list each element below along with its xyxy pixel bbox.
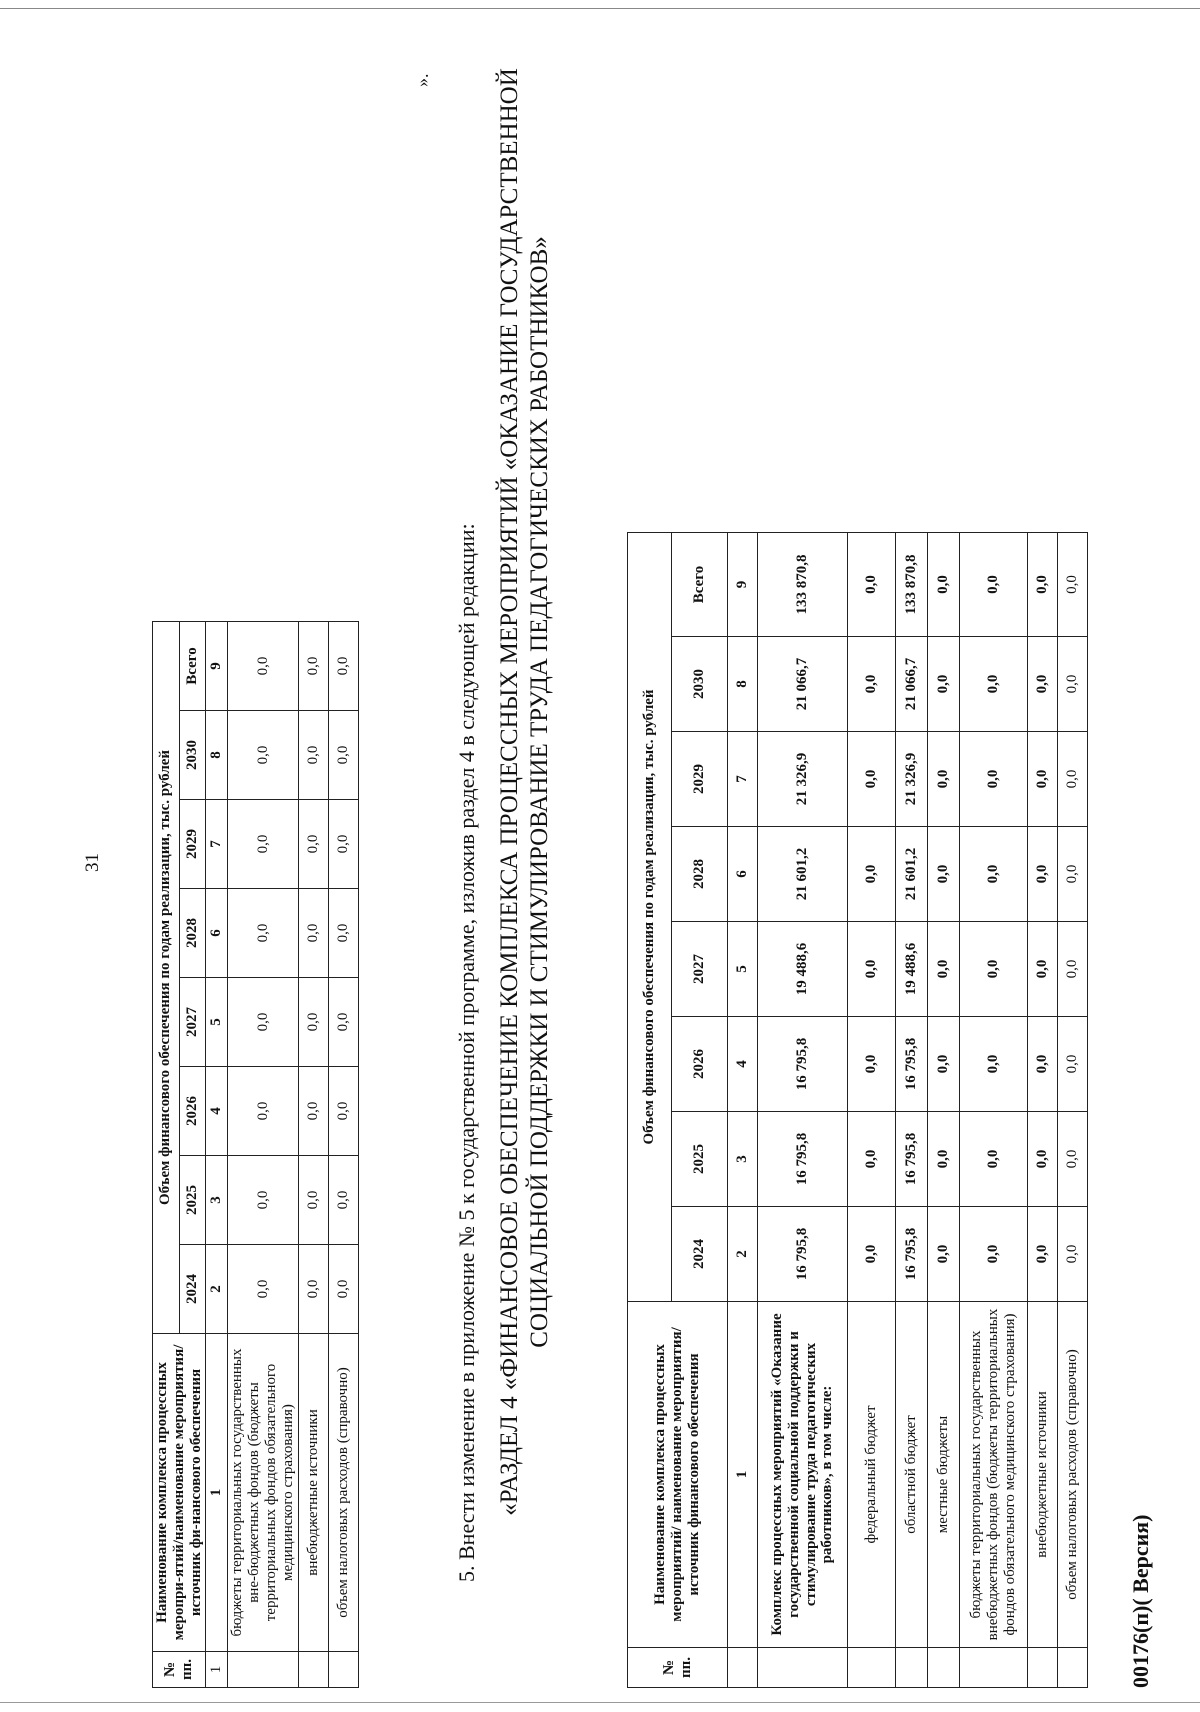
header-year: 2024: [179, 1245, 206, 1334]
value-cell: 0,0: [298, 978, 328, 1067]
value-cell: 0,0: [960, 1207, 1028, 1302]
value-cell: 0,0: [328, 711, 358, 800]
col-number: 9: [728, 533, 758, 637]
row-num: [1058, 1648, 1088, 1688]
value-cell: 0,0: [960, 1112, 1028, 1207]
value-cell: 16 795,8: [758, 1017, 848, 1112]
header-year: 2026: [672, 1017, 728, 1112]
section-title: «РАЗДЕЛ 4 «ФИНАНСОВОЕ ОБЕСПЕЧЕНИЕ КОМПЛЕКСА ПРОЦЕССНЫХ МЕРОПРИЯТИЙ «ОКАЗАНИЕ ГОСУДАРСТВЕННОЙ СОЦИАЛЬНОЙ ПОДДЕРЖКИ И СТИМУЛИРОВАНИЕ ТРУДА ПЕДАГОГИЧЕСКИХ РАБОТНИКОВ»: [496, 68, 553, 1516]
row-num: [298, 1652, 328, 1688]
value-cell: 16 795,8: [896, 1112, 928, 1207]
table-row: [1058, 533, 1088, 1688]
header-year: 2030: [179, 711, 206, 800]
value-cell: 0,0: [1028, 1207, 1058, 1302]
col-number: 5: [206, 978, 228, 1067]
row-name: внебюджетные источники: [298, 1334, 328, 1652]
value-cell: 0,0: [1028, 1017, 1058, 1112]
header-year: 2029: [179, 800, 206, 889]
value-cell: 0,0: [228, 1245, 298, 1334]
value-cell: 0,0: [298, 889, 328, 978]
col-number: 6: [206, 889, 228, 978]
header-volume: Объем финансового обеспечения по годам реализации, тыс. рублей: [628, 533, 672, 1302]
row-name: Комплекс процессных мероприятий «Оказание государственной социальной поддержки и стимулирование труда педагогических работников», в том числе:: [758, 1302, 848, 1648]
header-name: Наименование комплекса процессных мероприятий/ наименование мероприятия/источник финансового обеспечения: [628, 1302, 728, 1648]
value-cell: 16 795,8: [896, 1017, 928, 1112]
header-year: 2027: [179, 978, 206, 1067]
value-cell: 0,0: [960, 637, 1028, 732]
value-cell: 21 326,9: [896, 732, 928, 827]
closing-quote: ».: [412, 73, 432, 87]
value-cell: 0,0: [960, 827, 1028, 922]
value-cell: 16 795,8: [758, 1112, 848, 1207]
header-year: 2026: [179, 1067, 206, 1156]
row-num: [1028, 1648, 1058, 1688]
row-num: [848, 1648, 896, 1688]
value-cell: 0,0: [928, 922, 960, 1017]
value-cell: 0,0: [328, 622, 358, 711]
value-cell: 19 488,6: [758, 922, 848, 1017]
value-cell: 0,0: [328, 1067, 358, 1156]
value-cell: 0,0: [1058, 1017, 1088, 1112]
table-continuation: [152, 621, 359, 1688]
value-cell: 0,0: [298, 1067, 328, 1156]
col-number: 8: [206, 711, 228, 800]
table-row: [228, 622, 298, 1688]
table-row: [960, 533, 1028, 1688]
value-cell: 0,0: [328, 1245, 358, 1334]
row-num: [896, 1648, 928, 1688]
row-num: [758, 1648, 848, 1688]
value-cell: 21 066,7: [896, 637, 928, 732]
value-cell: 0,0: [960, 732, 1028, 827]
value-cell: 0,0: [848, 637, 896, 732]
header-year: 2029: [672, 732, 728, 827]
header-year: 2030: [672, 637, 728, 732]
value-cell: 0,0: [228, 1156, 298, 1245]
value-cell: 0,0: [1058, 827, 1088, 922]
col-number: 9: [206, 622, 228, 711]
value-cell: 0,0: [328, 800, 358, 889]
value-cell: 0,0: [928, 1112, 960, 1207]
value-cell: 0,0: [1058, 1207, 1088, 1302]
amendment-instruction: 5. Внести изменение в приложение № 5 к государственной программе, изложив раздел 4 в следующей редакции:: [454, 523, 479, 1582]
value-cell: 0,0: [328, 978, 358, 1067]
value-cell: 0,0: [298, 1156, 328, 1245]
value-cell: 0,0: [960, 922, 1028, 1017]
row-num: [228, 1652, 298, 1688]
value-cell: 0,0: [928, 732, 960, 827]
value-cell: 0,0: [848, 1017, 896, 1112]
header-year: 2024: [672, 1207, 728, 1302]
value-cell: 0,0: [928, 637, 960, 732]
header-year: 2025: [179, 1156, 206, 1245]
col-number: 1: [728, 1302, 758, 1648]
table-row: [758, 533, 848, 1688]
header-volume: Объем финансового обеспечения по годам реализации, тыс. рублей: [153, 622, 180, 1334]
value-cell: 0,0: [228, 800, 298, 889]
value-cell: 0,0: [298, 1245, 328, 1334]
col-number: 1: [206, 1334, 228, 1652]
value-cell: 0,0: [1028, 637, 1058, 732]
header-year: 2027: [672, 922, 728, 1017]
value-cell: 0,0: [228, 622, 298, 711]
document-footer: 00176(п)( Версия): [1128, 1514, 1153, 1688]
col-number: 4: [728, 1017, 758, 1112]
value-cell: 19 488,6: [896, 922, 928, 1017]
value-cell: 0,0: [328, 1156, 358, 1245]
value-cell: 0,0: [928, 1017, 960, 1112]
value-cell: 133 870,8: [758, 533, 848, 637]
table-row: [1028, 533, 1058, 1688]
value-cell: 0,0: [848, 922, 896, 1017]
header-num: № пп.: [153, 1652, 206, 1688]
value-cell: 0,0: [328, 889, 358, 978]
col-number: [728, 1648, 758, 1688]
row-name: областной бюджет: [896, 1302, 928, 1648]
value-cell: 21 066,7: [758, 637, 848, 732]
row-num: [960, 1648, 1028, 1688]
value-cell: 0,0: [1058, 533, 1088, 637]
table-row: [928, 533, 960, 1688]
header-year: 2028: [672, 827, 728, 922]
value-cell: 0,0: [298, 622, 328, 711]
value-cell: 0,0: [848, 732, 896, 827]
value-cell: 0,0: [1028, 827, 1058, 922]
row-name: объем налоговых расходов (справочно): [328, 1334, 358, 1652]
header-name: Наименование комплекса процессных меропри-ятий/наименование мероприятия/источник фи-нансового обеспечения: [153, 1334, 206, 1652]
value-cell: 21 326,9: [758, 732, 848, 827]
value-cell: 0,0: [1028, 732, 1058, 827]
header-year: 2025: [672, 1112, 728, 1207]
value-cell: 0,0: [1058, 1112, 1088, 1207]
value-cell: 0,0: [928, 1207, 960, 1302]
col-number: 6: [728, 827, 758, 922]
header-year: 2028: [179, 889, 206, 978]
value-cell: 0,0: [228, 1067, 298, 1156]
value-cell: 0,0: [848, 1112, 896, 1207]
value-cell: 0,0: [1028, 922, 1058, 1017]
value-cell: 0,0: [1058, 922, 1088, 1017]
value-cell: 133 870,8: [896, 533, 928, 637]
value-cell: 0,0: [1058, 732, 1088, 827]
value-cell: 0,0: [928, 533, 960, 637]
col-number: 5: [728, 922, 758, 1017]
value-cell: 0,0: [848, 533, 896, 637]
value-cell: 0,0: [848, 1207, 896, 1302]
col-number: 7: [206, 800, 228, 889]
value-cell: 21 601,2: [758, 827, 848, 922]
value-cell: 0,0: [298, 800, 328, 889]
header-num: № пп.: [628, 1648, 728, 1688]
value-cell: 0,0: [1028, 1112, 1058, 1207]
value-cell: 0,0: [960, 533, 1028, 637]
row-name: объем налоговых расходов (справочно): [1058, 1302, 1088, 1648]
row-name: внебюджетные источники: [1028, 1302, 1058, 1648]
row-name: местные бюджеты: [928, 1302, 960, 1648]
value-cell: 0,0: [848, 827, 896, 922]
header-year: Всего: [179, 622, 206, 711]
col-number: 1: [206, 1652, 228, 1688]
value-cell: 0,0: [928, 827, 960, 922]
col-number: 3: [206, 1156, 228, 1245]
col-number: 2: [728, 1207, 758, 1302]
table-row: [848, 533, 896, 1688]
table-row: [328, 622, 358, 1688]
row-num: [928, 1648, 960, 1688]
value-cell: 0,0: [1028, 533, 1058, 637]
row-name: бюджеты территориальных государственных вне-бюджетных фондов (бюджеты территориальных фондов обязательного медицинского страхования): [228, 1334, 298, 1652]
value-cell: 0,0: [298, 711, 328, 800]
value-cell: 0,0: [228, 711, 298, 800]
header-year: Всего: [672, 533, 728, 637]
value-cell: 21 601,2: [896, 827, 928, 922]
value-cell: 0,0: [228, 978, 298, 1067]
value-cell: 16 795,8: [896, 1207, 928, 1302]
financing-table: [627, 532, 1088, 1688]
table-row: [298, 622, 328, 1688]
value-cell: 16 795,8: [758, 1207, 848, 1302]
row-num: [328, 1652, 358, 1688]
value-cell: 0,0: [228, 889, 298, 978]
col-number: 7: [728, 732, 758, 827]
col-number: 3: [728, 1112, 758, 1207]
col-number: 4: [206, 1067, 228, 1156]
table-row: [896, 533, 928, 1688]
row-name: федеральный бюджет: [848, 1302, 896, 1648]
value-cell: 0,0: [1058, 637, 1088, 732]
value-cell: 0,0: [960, 1017, 1028, 1112]
page-number: 31: [82, 853, 103, 872]
col-number: 2: [206, 1245, 228, 1334]
col-number: 8: [728, 637, 758, 732]
row-name: бюджеты территориальных государственных внебюджетных фондов (бюджеты территориальных фондов обязательного медицинского страхования): [960, 1302, 1028, 1648]
